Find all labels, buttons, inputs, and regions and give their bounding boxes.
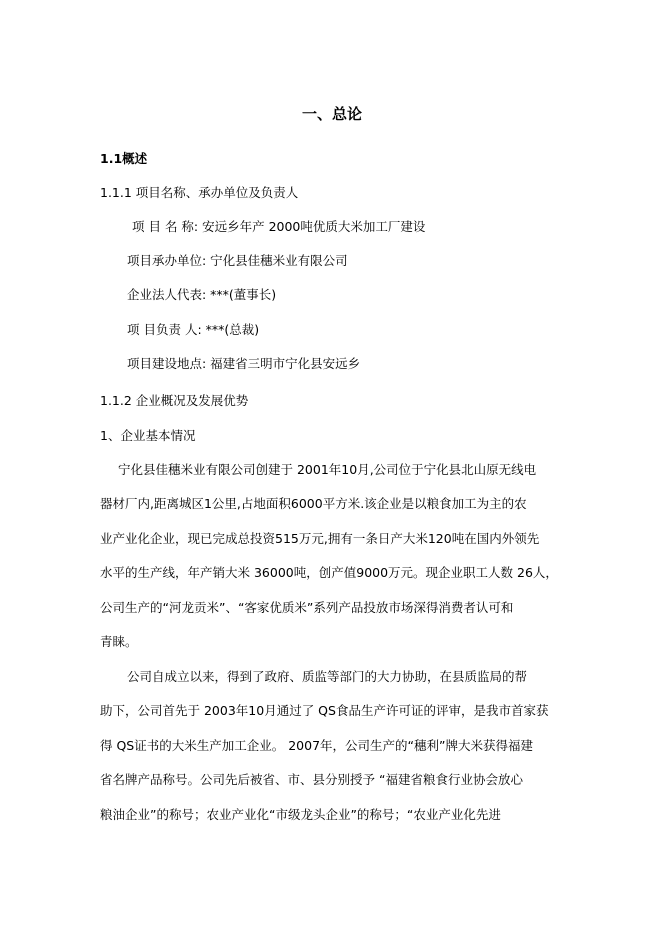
section-1-1-heading: 1.1概述 (100, 151, 148, 166)
section-1-1-1-heading: 1.1.1 项目名称、承办单位及负责人 (100, 185, 299, 200)
paragraph1-line: 宁化县佳穗米业有限公司创建于 2001年10月,公司位于宁化县北山原无线电 (118, 462, 537, 477)
paragraph1-line: 器材厂内,距离城区1公里,占地面积6000平方米.该企业是以粮食加工为主的农 (100, 496, 527, 511)
paragraph2-line: 省名牌产品称号。公司先后被省、市、县分别授予 “福建省粮食行业协会放心 (100, 772, 523, 787)
subsection-heading: 1、企业基本情况 (100, 428, 196, 443)
paragraph1-line: 公司生产的“河龙贡米”、“客家优质米”系列产品投放市场深得消费者认可和 (100, 600, 514, 615)
paragraph1-line: 业产业化企业，现已完成总投资515万元,拥有一条日产大米120吨在国内外领先 (100, 531, 540, 546)
paragraph2-line: 助下，公司首先于 2003年10月通过了 QS食品生产许可证的评审，是我市首家获 (100, 703, 549, 718)
project-name-line: 项 目 名 称: 安远乡年产 2000吨优质大米加工厂建设 (132, 219, 426, 234)
paragraph1-line: 青睐。 (100, 634, 138, 649)
paragraph2-line: 粮油企业”的称号；农业产业化“市级龙头企业”的称号；“农业产业化先进 (100, 807, 501, 822)
paragraph1-line: 水平的生产线，年产销大米 36000吨，创产值9000万元。现企业职工人数 26人， (100, 565, 558, 580)
project-location-line: 项目建设地点: 福建省三明市宁化县安远乡 (127, 356, 361, 371)
paragraph2-line: 公司自成立以来，得到了政府、质监等部门的大力协助，在县质监局的帮 (127, 669, 528, 684)
project-manager-line: 项 目负责 人: ***(总裁) (127, 322, 260, 337)
paragraph2-line: 得 QS证书的大米生产加工企业。 2007年，公司生产的“穗利”牌大米获得福建 (100, 738, 533, 753)
project-unit-line: 项目承办单位: 宁化县佳穗米业有限公司 (127, 253, 348, 268)
section-1-1-2-heading: 1.1.2 企业概况及发展优势 (100, 393, 249, 408)
chapter-heading: 一、总论 (302, 105, 363, 123)
legal-rep-line: 企业法人代表: ***(董事长) (127, 287, 277, 302)
